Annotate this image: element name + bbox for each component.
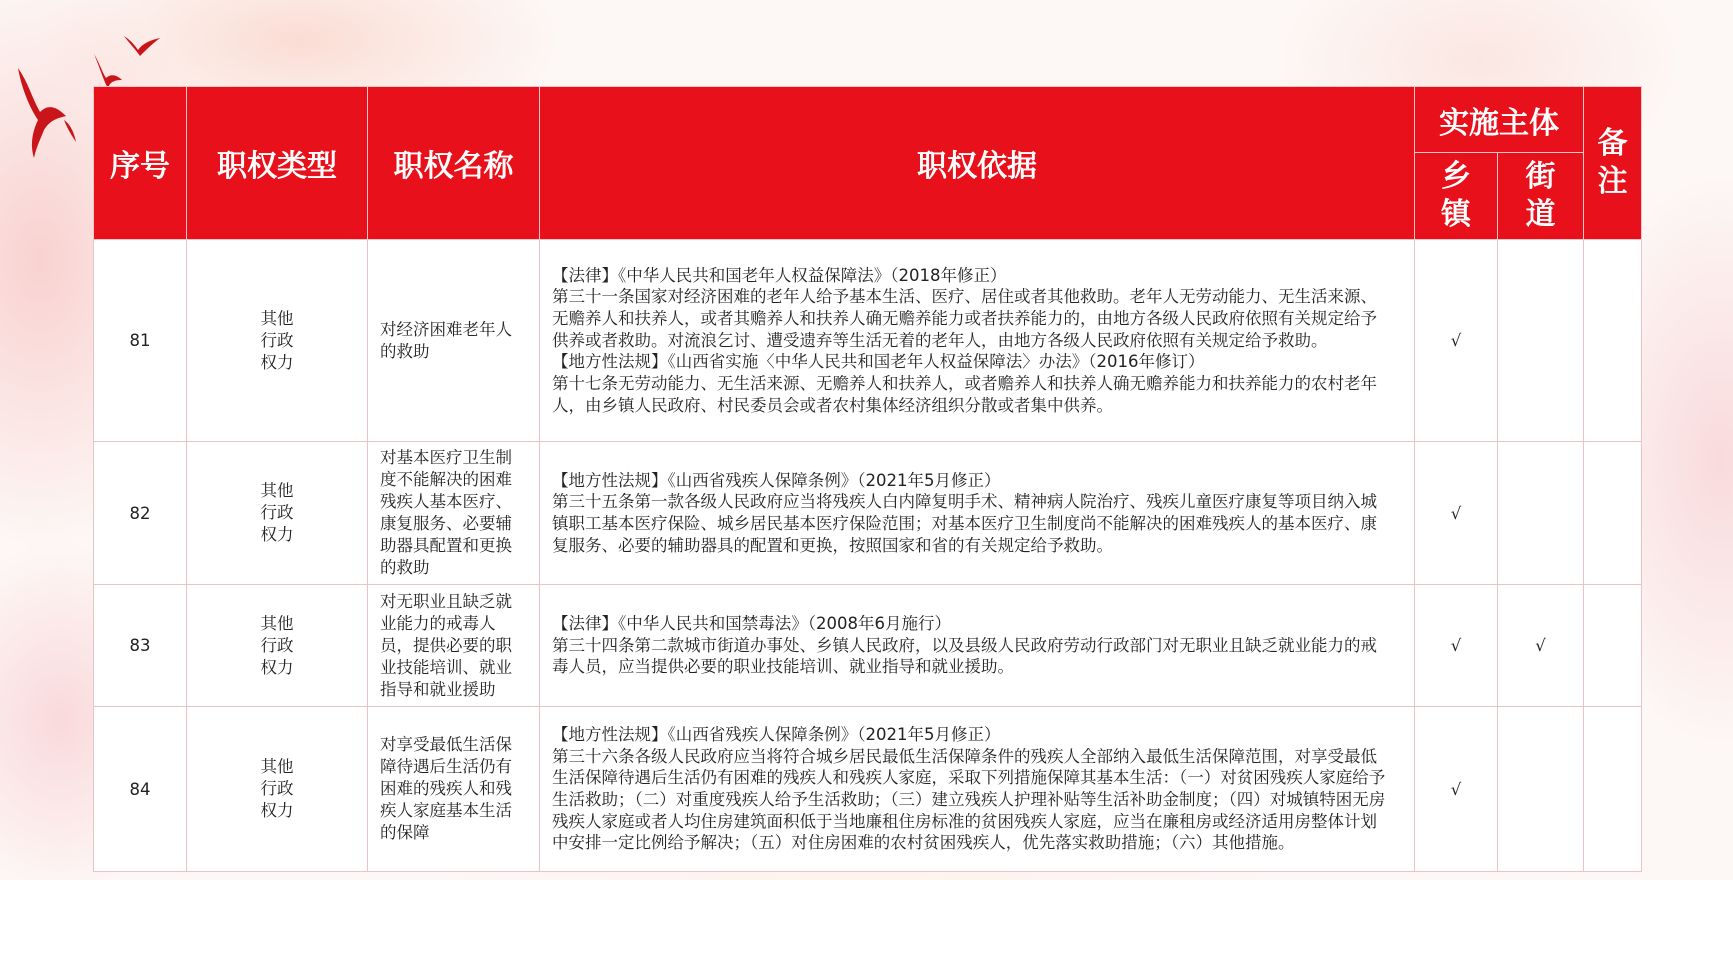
row-power-name: 对无职业且缺乏就业能力的戒毒人员，提供必要的职业技能培训、就业指导和就业援助 [368, 585, 540, 707]
subdistrict-check [1498, 240, 1584, 442]
remarks-cell [1584, 442, 1642, 585]
remarks-cell [1584, 707, 1642, 872]
header-remarks: 备注 [1584, 87, 1642, 240]
header-power-basis: 职权依据 [540, 87, 1415, 240]
row-power-type: 其他行政权力 [187, 240, 368, 442]
header-serial-number: 序号 [94, 87, 187, 240]
table-row [94, 585, 1642, 707]
basis-paragraph: 第三十六条各级人民政府应当将符合城乡居民最低生活保障条件的残疾人全部纳入最低生活保障范围，对享受最低生活保障待遇后生活仍有困难的残疾人和残疾人家庭，采取下列措施保障其基本生活：（一）对贫困残疾人家庭给予生活救助；（二）对重度残疾人给予生活救助；（三）建立残疾人护理补贴等生活补助金制度；（四）对城镇特困无房残疾人家庭或者人均住房建筑面积低于当地廉租住房标准的贫困残疾人家庭，应当在廉租房或经济适用房整体计划中安排一定比例给予解决；（五）对住房困难的农村贫困残疾人，优先落实救助措施；（六）其他措施。 [552, 746, 1386, 853]
row-power-basis [540, 442, 1415, 585]
table-row [94, 442, 1642, 585]
header-power-type: 职权类型 [187, 87, 368, 240]
table-row [94, 707, 1642, 872]
header-township: 乡镇 [1415, 153, 1498, 240]
header-subdistrict: 街道 [1498, 153, 1584, 240]
row-power-basis [540, 585, 1415, 707]
basis-paragraph: 【地方性法规】《山西省残疾人保障条例》（2021年5月修正） [552, 470, 1001, 490]
table-row [94, 240, 1642, 442]
row-power-basis [540, 240, 1415, 442]
row-power-type: 其他行政权力 [187, 442, 368, 585]
row-power-type: 其他行政权力 [187, 707, 368, 872]
header-power-name: 职权名称 [368, 87, 540, 240]
row-power-type: 其他行政权力 [187, 585, 368, 707]
row-number: 84 [94, 707, 187, 872]
remarks-cell [1584, 240, 1642, 442]
basis-paragraph: 第三十一条国家对经济困难的老年人给予基本生活、医疗、居住或者其他救助。老年人无劳动能力、无生活来源、无赡养人和扶养人，或者其赡养人和扶养人确无赡养能力或者扶养能力的，由地方各级人民政府依照有关规定给予供养或者救助。对流浪乞讨、遭受遗弃等生活无着的老年人，由地方各级人民政府依照有关规定给予救助。 [552, 287, 1377, 350]
basis-paragraph: 【地方性法规】《山西省残疾人保障条例》（2021年5月修正） [552, 724, 1001, 744]
row-power-name: 对经济困难老年人的救助 [368, 240, 540, 442]
remarks-cell [1584, 585, 1642, 707]
township-check: √ [1415, 707, 1498, 872]
row-power-name: 对基本医疗卫生制度不能解决的困难残疾人基本医疗、康复服务、必要辅助器具配置和更换的救助 [368, 442, 540, 585]
subdistrict-check [1498, 442, 1584, 585]
row-power-basis [540, 707, 1415, 872]
subdistrict-check [1498, 707, 1584, 872]
basis-paragraph: 第三十五条第一款各级人民政府应当将残疾人白内障复明手术、精神病人院治疗、残疾儿童医疗康复等项目纳入城镇职工基本医疗保险、城乡居民基本医疗保险范围；对基本医疗卫生制度尚不能解决的困难残疾人的基本医疗、康复服务、必要的辅助器具的配置和更换，按照国家和省的有关规定给予救助。 [552, 492, 1377, 555]
row-number: 82 [94, 442, 187, 585]
row-number: 83 [94, 585, 187, 707]
township-check: √ [1415, 442, 1498, 585]
basis-paragraph: 【地方性法规】《山西省实施〈中华人民共和国老年人权益保障法〉办法》（2016年修订） [552, 352, 1205, 372]
township-check: √ [1415, 585, 1498, 707]
basis-paragraph: 第三十四条第二款城市街道办事处、乡镇人民政府，以及县级人民政府劳动行政部门对无职业且缺乏就业能力的戒毒人员，应当提供必要的职业技能培训、就业指导和就业援助。 [552, 635, 1377, 677]
township-check: √ [1415, 240, 1498, 442]
powers-table [93, 86, 1642, 872]
basis-paragraph: 【法律】《中华人民共和国老年人权益保障法》（2018年修正） [552, 265, 1007, 285]
subdistrict-check: √ [1498, 585, 1584, 707]
basis-paragraph: 【法律】《中华人民共和国禁毒法》（2008年6月施行） [552, 613, 951, 633]
basis-paragraph: 第十七条无劳动能力、无生活来源、无赡养人和扶养人，或者赡养人和扶养人确无赡养能力和扶养能力的农村老年人，由乡镇人民政府、村民委员会或者农村集体经济组织分散或者集中供养。 [552, 374, 1377, 415]
row-number: 81 [94, 240, 187, 442]
header-implementing-body: 实施主体 [1415, 87, 1584, 153]
row-power-name: 对享受最低生活保障待遇后生活仍有困难的残疾人和残疾人家庭基本生活的保障 [368, 707, 540, 872]
